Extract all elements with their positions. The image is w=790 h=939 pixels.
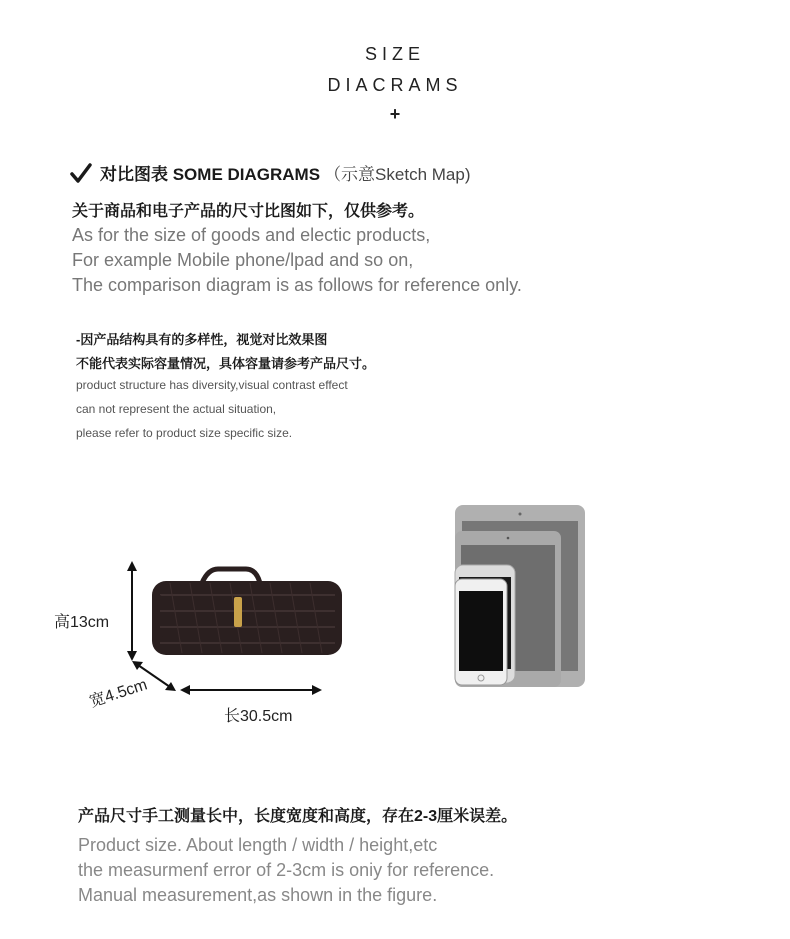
footer-cn: 产品尺寸手工测量长中，长度宽度和高度，存在2-3厘米误差。 bbox=[78, 808, 518, 825]
note-en-1: product structure has diversity,visual contrast effect bbox=[76, 378, 348, 392]
note-cn-2: 不能代表实际容量情况，具体容量请参考产品尺寸。 bbox=[76, 356, 376, 371]
header-plus: + bbox=[389, 104, 401, 124]
checkmark-icon bbox=[70, 162, 92, 184]
section-title bbox=[70, 160, 471, 185]
height-label: 高13cm bbox=[54, 614, 110, 631]
note-en-2: can not represent the actual situation, bbox=[76, 402, 277, 416]
note-en-3: please refer to product size specific size. bbox=[76, 426, 293, 440]
section-title-main: 对比图表 SOME DIAGRAMS bbox=[100, 165, 321, 184]
section-title-note: （示意Sketch Map) bbox=[324, 165, 471, 184]
length-label: 长30.5cm bbox=[224, 708, 293, 725]
footer-en-2: the measurmenf error of 2-3cm is oniy for reference. bbox=[78, 860, 495, 880]
intro-en-1: As for the size of goods and electic products, bbox=[72, 225, 431, 245]
intro-en-2: For example Mobile phone/lpad and so on, bbox=[72, 250, 414, 270]
devices-illustration bbox=[450, 505, 590, 690]
header-diagrams: DIACRAMS bbox=[327, 75, 463, 95]
header-size: SIZE bbox=[364, 44, 425, 64]
intro-en-3: The comparison diagram is as follows for reference only. bbox=[72, 275, 522, 295]
phone-small-icon bbox=[455, 579, 507, 685]
footer-en-3: Manual measurement,as shown in the figure. bbox=[78, 885, 438, 905]
intro-cn: 关于商品和电子产品的尺寸比图如下，仅供参考。 bbox=[72, 203, 425, 220]
width-label: 宽4.5cm bbox=[87, 676, 150, 711]
bag-icon bbox=[152, 569, 342, 655]
note-cn-1: -因产品结构具有的多样性，视觉对比效果图 bbox=[76, 332, 328, 347]
footer-en-1: Product size. About length / width / height,etc bbox=[78, 835, 438, 855]
